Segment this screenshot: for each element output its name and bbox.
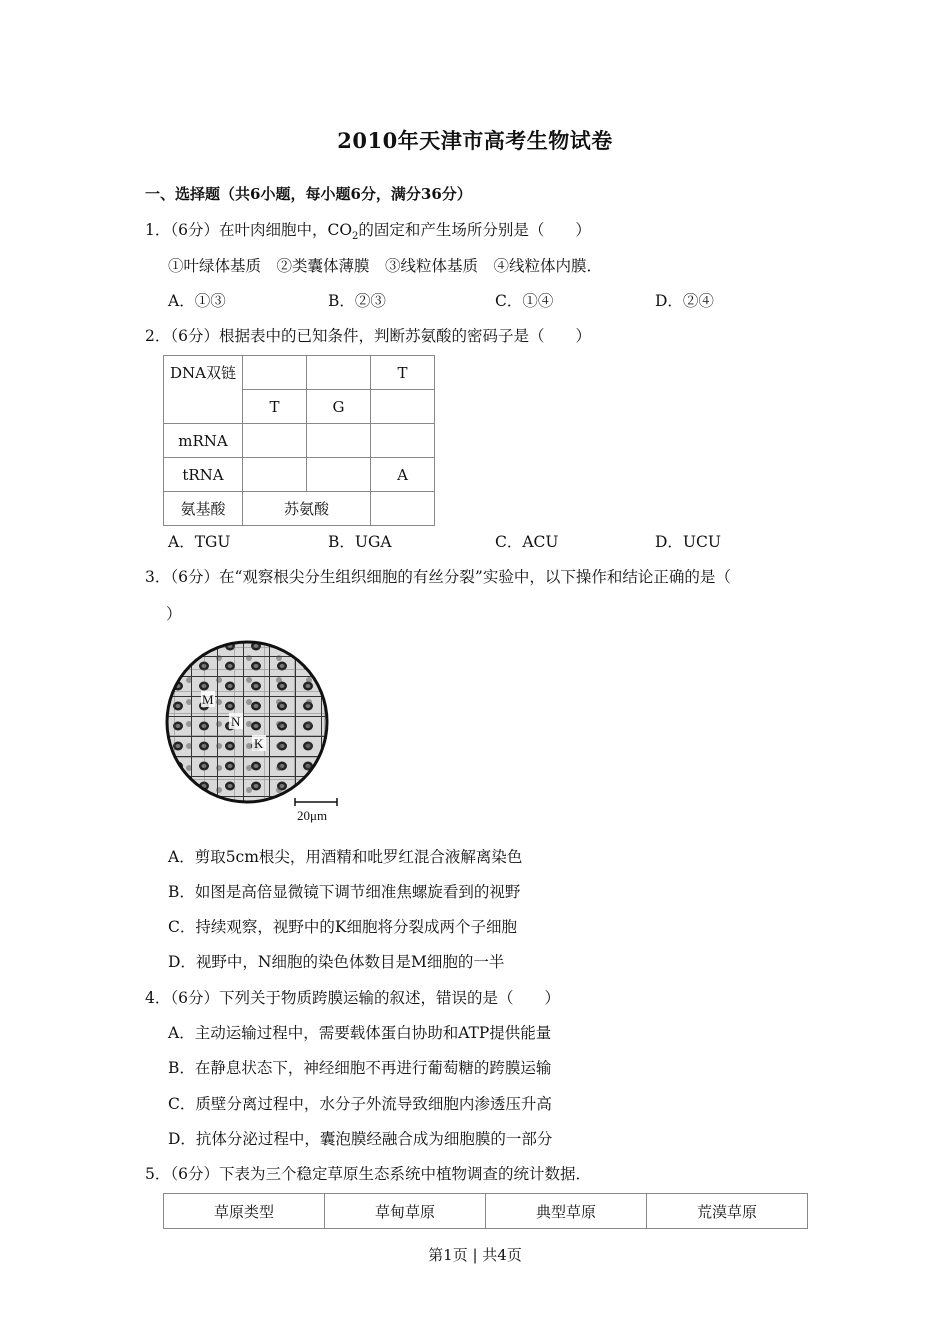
- table-cell: [307, 458, 371, 492]
- cell-label-k: K: [254, 736, 264, 751]
- q3-option-a: A．剪取5cm根尖，用酒精和吡罗红混合液解离染色: [168, 848, 523, 866]
- table-cell: [307, 356, 371, 390]
- q1-stem-sub: 2: [352, 231, 359, 243]
- q4-option-a: A．主动运输过程中，需要载体蛋白协助和ATP提供能量: [168, 1024, 552, 1042]
- table-cell: A: [371, 458, 435, 492]
- table-cell: [371, 492, 435, 526]
- q3-option-c: C．持续观察，视野中的K细胞将分裂成两个子细胞: [168, 918, 517, 936]
- q2-option-a: A．TGU: [168, 533, 231, 551]
- page-footer: 第1页 | 共4页: [428, 1246, 522, 1264]
- q3-stem-line1: 3．（6分）在“观察根尖分生组织细胞的有丝分裂”实验中，以下操作和结论正确的是（: [145, 568, 731, 586]
- grassland-table: [163, 1193, 808, 1229]
- q1-option-c: C．①④: [495, 292, 554, 310]
- q1-stem-post: 的固定和产生场所分别是（ ）: [358, 221, 591, 239]
- trna-label: tRNA: [164, 458, 243, 492]
- q4-option-b: B．在静息状态下，神经细胞不再进行葡萄糖的跨膜运输: [168, 1059, 552, 1077]
- q3-option-d: D．视野中，N细胞的染色体数目是M细胞的一半: [168, 953, 505, 971]
- table-row: [164, 356, 435, 390]
- table-cell: T: [371, 356, 435, 390]
- q4-option-c: C．质壁分离过程中，水分子外流导致细胞内渗透压升高: [168, 1095, 552, 1113]
- dna-label: DNA双链: [164, 356, 243, 424]
- table-row: [164, 492, 435, 526]
- q2-option-b: B．UGA: [328, 533, 392, 551]
- q1-stem: [145, 218, 591, 242]
- q1-stem-pre: 1．（6分）在叶肉细胞中，CO: [145, 221, 353, 239]
- q1-option-a: A．①③: [168, 292, 226, 310]
- q5-stem: 5．（6分）下表为三个稳定草原生态系统中植物调查的统计数据．: [145, 1165, 591, 1183]
- mrna-label: mRNA: [164, 424, 243, 458]
- table-cell: [243, 424, 307, 458]
- table-cell: G: [307, 390, 371, 424]
- section-heading: 一、选择题（共6小题，每小题6分，满分36分）: [145, 185, 472, 203]
- cell-label-n: N: [231, 714, 241, 729]
- q2-stem: 2．（6分）根据表中的已知条件，判断苏氨酸的密码子是（ ）: [145, 327, 591, 345]
- table-header: 荒漠草原: [647, 1194, 808, 1229]
- q4-stem: 4．（6分）下列关于物质跨膜运输的叙述，错误的是（ ）: [145, 989, 560, 1007]
- table-cell: [371, 424, 435, 458]
- table-cell: [371, 390, 435, 424]
- table-header: 典型草原: [486, 1194, 647, 1229]
- q1-items: ①叶绿体基质 ②类囊体薄膜 ③线粒体基质 ④线粒体内膜．: [168, 257, 603, 275]
- amino-acid-label: 氨基酸: [164, 492, 243, 526]
- q3-option-b: B．如图是高倍显微镜下调节细准焦螺旋看到的视野: [168, 883, 521, 901]
- q2-option-d: D．UCU: [655, 533, 721, 551]
- amino-acid-value: 苏氨酸: [243, 492, 371, 526]
- table-cell: [243, 356, 307, 390]
- table-row: [164, 458, 435, 492]
- table-row: [164, 424, 435, 458]
- microscope-view-image: [165, 636, 345, 824]
- q4-option-d: D．抗体分泌过程中，囊泡膜经融合成为细胞膜的一部分: [168, 1130, 553, 1148]
- q1-option-b: B．②③: [328, 292, 386, 310]
- cell-label-m: M: [202, 692, 214, 707]
- q1-option-d: D．②④: [655, 292, 714, 310]
- table-header-row: [164, 1194, 808, 1229]
- microscope-figure: [165, 636, 345, 824]
- table-header: 草甸草原: [325, 1194, 486, 1229]
- q2-option-c: C．ACU: [495, 533, 559, 551]
- page-title: 2010年天津市高考生物试卷: [337, 128, 613, 153]
- q3-stem-line2: ）: [166, 605, 182, 623]
- table-cell: T: [243, 390, 307, 424]
- table-cell: [307, 424, 371, 458]
- codon-table: [163, 355, 435, 526]
- table-cell: [243, 458, 307, 492]
- table-header: 草原类型: [164, 1194, 325, 1229]
- scale-label: 20μm: [297, 808, 328, 823]
